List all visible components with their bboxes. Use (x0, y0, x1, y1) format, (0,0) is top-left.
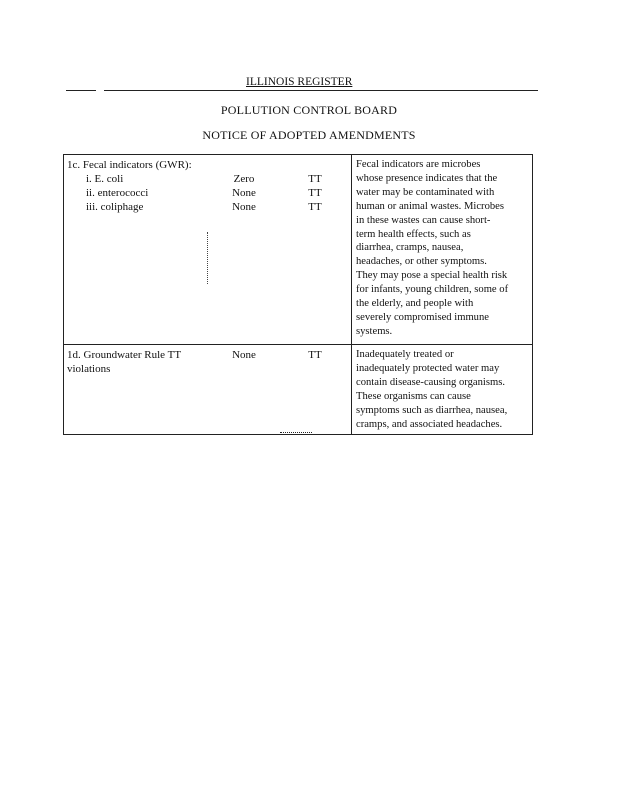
description-line: They may pose a special health risk (356, 270, 508, 282)
description-line: the elderly, and people with (356, 298, 474, 310)
description-line: symptoms such as diarrhea, nausea, (356, 404, 508, 416)
row1-subitem-name: i. E. coli (86, 173, 124, 185)
cell-bottom-mark (280, 432, 312, 433)
board-title: POLLUTION CONTROL BOARD (220, 103, 398, 117)
row1-subitem-mcl: TT (308, 173, 322, 185)
description-line: contain disease-causing organisms. (356, 376, 505, 388)
row1-subitem-mclg: None (232, 187, 256, 199)
row1-contaminant: 1c. Fecal indicators (GWR): (67, 159, 192, 171)
header-rule-left (66, 90, 96, 91)
description-line: whose presence indicates that the (356, 172, 498, 184)
dotted-column-guide (207, 232, 208, 284)
description-line: in these wastes can cause short- (356, 214, 491, 226)
cell-top-mark (280, 154, 310, 155)
row1-description (356, 158, 534, 339)
description-line: diarrhea, cramps, nausea, (356, 242, 464, 254)
row-divider (63, 344, 533, 345)
header-rule (104, 90, 538, 91)
row2-mcl: TT (308, 349, 322, 361)
contaminant-line: violations (67, 363, 111, 375)
description-line: Fecal indicators are microbes (356, 159, 481, 170)
description-line: headaches, or other symptoms. (356, 256, 487, 268)
row1-subitem-mclg: Zero (233, 173, 255, 185)
description-line: for infants, young children, some of (356, 284, 509, 296)
description-line: systems. (356, 325, 393, 337)
row1-subitem-mcl: TT (308, 187, 322, 199)
row1-subitem-mclg: None (232, 201, 256, 213)
contaminant-line: 1d. Groundwater Rule TT (67, 349, 182, 361)
description-line: human or animal wastes. Microbes (356, 200, 504, 212)
column-divider (351, 154, 352, 435)
notice-title: NOTICE OF ADOPTED AMENDMENTS (202, 128, 416, 142)
description-line: water may be contaminated with (356, 186, 495, 198)
row2-contaminant (67, 348, 181, 376)
description-line: inadequately protected water may (356, 362, 500, 374)
row2-description (356, 348, 534, 431)
row1-subitem-mcl: TT (308, 201, 322, 213)
description-line: Inadequately treated or (356, 349, 454, 360)
description-line: cramps, and associated headaches. (356, 418, 503, 430)
row1-subitem-name: iii. coliphage (86, 201, 144, 213)
description-line: These organisms can cause (356, 390, 471, 402)
row1-subitem-name: ii. enterococci (86, 187, 149, 199)
row2-mclg: None (232, 349, 256, 361)
register-title: ILLINOIS REGISTER (246, 76, 353, 88)
description-line: term health effects, such as (356, 228, 471, 240)
description-line: severely compromised immune (356, 311, 489, 323)
